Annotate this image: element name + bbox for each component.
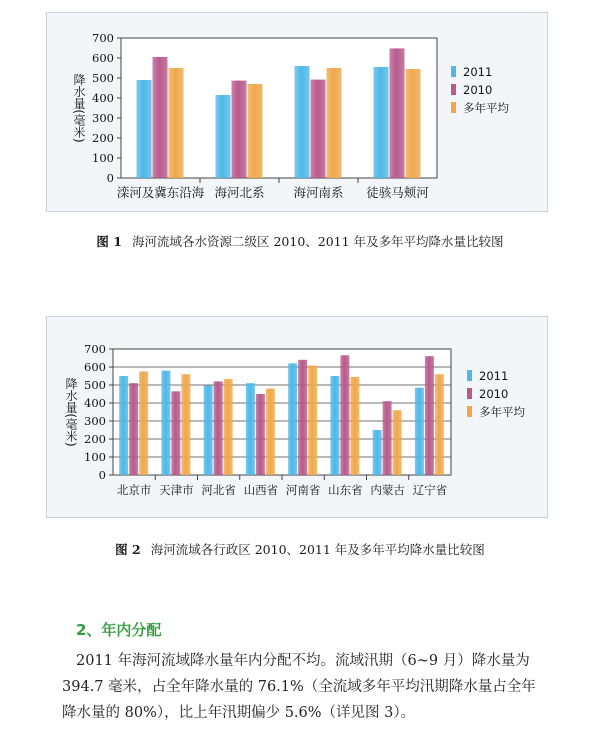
bar-2011-河北省 xyxy=(204,386,213,475)
y-tick-label: 100 xyxy=(92,151,114,165)
bar-2010-滦河及冀东沿海 xyxy=(153,57,168,178)
y-tick-label: 600 xyxy=(84,360,106,374)
x-tick-label: 辽宁省 xyxy=(412,483,448,497)
legend-swatch-多年平均 xyxy=(467,406,472,417)
figure-2-caption-text: 海河流域各行政区 2010、2011 年及多年平均降水量比较图 xyxy=(150,542,485,557)
figure-2-number: 图 2 xyxy=(115,542,141,557)
legend-label-2011: 2011 xyxy=(463,65,493,79)
chart-2-svg xyxy=(47,317,547,517)
legend-swatch-2010 xyxy=(451,84,456,95)
bar-多年平均-徒骇马颊河 xyxy=(406,69,421,178)
legend-label-2010: 2010 xyxy=(463,83,493,97)
bar-2011-山西省 xyxy=(246,383,255,475)
paragraph-line-2: 394.7 毫米，占全年降水量的 76.1%（全流域多年平均汛期降水量占全年 xyxy=(62,679,536,695)
y-axis-label: 降水量(毫米) xyxy=(72,73,86,143)
bar-多年平均-滦河及冀东沿海 xyxy=(169,68,184,178)
bar-2010-山东省 xyxy=(340,355,349,475)
bar-多年平均-天津市 xyxy=(181,374,190,475)
y-axis-label: 降水量(毫米) xyxy=(64,377,78,447)
bar-2011-天津市 xyxy=(161,371,170,475)
y-tick-label: 100 xyxy=(84,450,106,464)
bar-2010-河北省 xyxy=(214,381,223,475)
bar-2010-天津市 xyxy=(171,391,180,475)
legend-swatch-2011 xyxy=(451,66,456,77)
x-tick-label: 北京市 xyxy=(116,483,152,497)
bar-多年平均-辽宁省 xyxy=(435,374,444,475)
chart-1-svg xyxy=(47,13,547,211)
bar-2010-徒骇马颊河 xyxy=(390,48,405,178)
x-tick-label: 海河南系 xyxy=(293,185,344,200)
x-tick-label: 河北省 xyxy=(201,483,236,497)
figure-2-caption xyxy=(0,540,600,558)
bar-2011-北京市 xyxy=(119,376,128,475)
bar-2010-北京市 xyxy=(129,383,138,475)
bar-2010-辽宁省 xyxy=(425,356,434,475)
x-tick-label: 山东省 xyxy=(328,483,363,497)
bar-多年平均-山西省 xyxy=(266,389,275,475)
x-tick-label: 海河北系 xyxy=(214,185,265,200)
legend-label-2010: 2010 xyxy=(479,387,509,401)
section-title: 2、年内分配 xyxy=(76,621,162,639)
y-tick-label: 700 xyxy=(84,342,106,356)
y-tick-label: 600 xyxy=(92,51,114,65)
legend-label-多年平均: 多年平均 xyxy=(479,405,525,419)
chart-2-panel xyxy=(46,316,548,518)
bar-2010-海河北系 xyxy=(232,81,247,178)
figure-1-caption xyxy=(0,232,600,250)
bar-2011-辽宁省 xyxy=(415,388,424,475)
y-tick-label: 200 xyxy=(92,131,114,145)
chart-1-panel xyxy=(46,12,548,212)
bar-多年平均-山东省 xyxy=(350,377,359,475)
bar-多年平均-河南省 xyxy=(308,366,317,475)
x-tick-label: 河南省 xyxy=(285,483,321,497)
y-tick-label: 300 xyxy=(84,414,106,428)
bar-多年平均-海河南系 xyxy=(327,68,342,178)
bar-2011-内蒙古 xyxy=(373,430,382,475)
bar-2010-海河南系 xyxy=(311,80,326,178)
x-tick-label: 山西省 xyxy=(243,483,279,497)
y-tick-label: 500 xyxy=(84,378,106,392)
x-tick-label: 徒骇马颊河 xyxy=(366,185,429,200)
bar-2011-滦河及冀东沿海 xyxy=(137,80,152,178)
y-tick-label: 200 xyxy=(84,432,106,446)
paragraph-line-3: 降水量的 80%），比上年汛期偏少 5.6%（详见图 3）。 xyxy=(62,705,416,721)
y-tick-label: 0 xyxy=(98,468,106,482)
legend-label-2011: 2011 xyxy=(479,369,509,383)
legend-swatch-多年平均 xyxy=(451,102,456,113)
figure-1-number: 图 1 xyxy=(96,234,122,249)
bar-2011-山东省 xyxy=(330,376,339,475)
bar-2011-河南省 xyxy=(288,363,297,475)
bar-2011-海河北系 xyxy=(216,95,231,178)
y-tick-label: 700 xyxy=(92,31,114,45)
body-paragraph xyxy=(62,648,582,726)
x-tick-label: 滦河及冀东沿海 xyxy=(116,185,205,200)
bar-2011-徒骇马颊河 xyxy=(374,67,389,178)
legend-swatch-2010 xyxy=(467,388,472,399)
bar-2010-河南省 xyxy=(298,360,307,475)
legend-label-多年平均: 多年平均 xyxy=(463,101,509,115)
paragraph-line-1: 2011 年海河流域降水量年内分配不均。流域汛期（6~9 月）降水量为 xyxy=(76,653,530,669)
bar-多年平均-河北省 xyxy=(224,379,233,475)
bar-多年平均-内蒙古 xyxy=(393,410,402,475)
bar-多年平均-海河北系 xyxy=(248,84,263,178)
y-tick-label: 0 xyxy=(106,171,114,185)
y-tick-label: 300 xyxy=(92,111,114,125)
y-tick-label: 400 xyxy=(92,91,114,105)
bar-2010-内蒙古 xyxy=(383,401,392,475)
bar-多年平均-北京市 xyxy=(139,372,148,476)
y-tick-label: 400 xyxy=(84,396,106,410)
figure-1-caption-text: 海河流域各水资源二级区 2010、2011 年及多年平均降水量比较图 xyxy=(131,234,504,249)
bar-2010-山西省 xyxy=(256,394,265,475)
bar-2011-海河南系 xyxy=(295,66,310,178)
x-tick-label: 天津市 xyxy=(159,483,194,497)
x-tick-label: 内蒙古 xyxy=(370,483,405,497)
y-tick-label: 500 xyxy=(92,71,114,85)
legend-swatch-2011 xyxy=(467,370,472,381)
